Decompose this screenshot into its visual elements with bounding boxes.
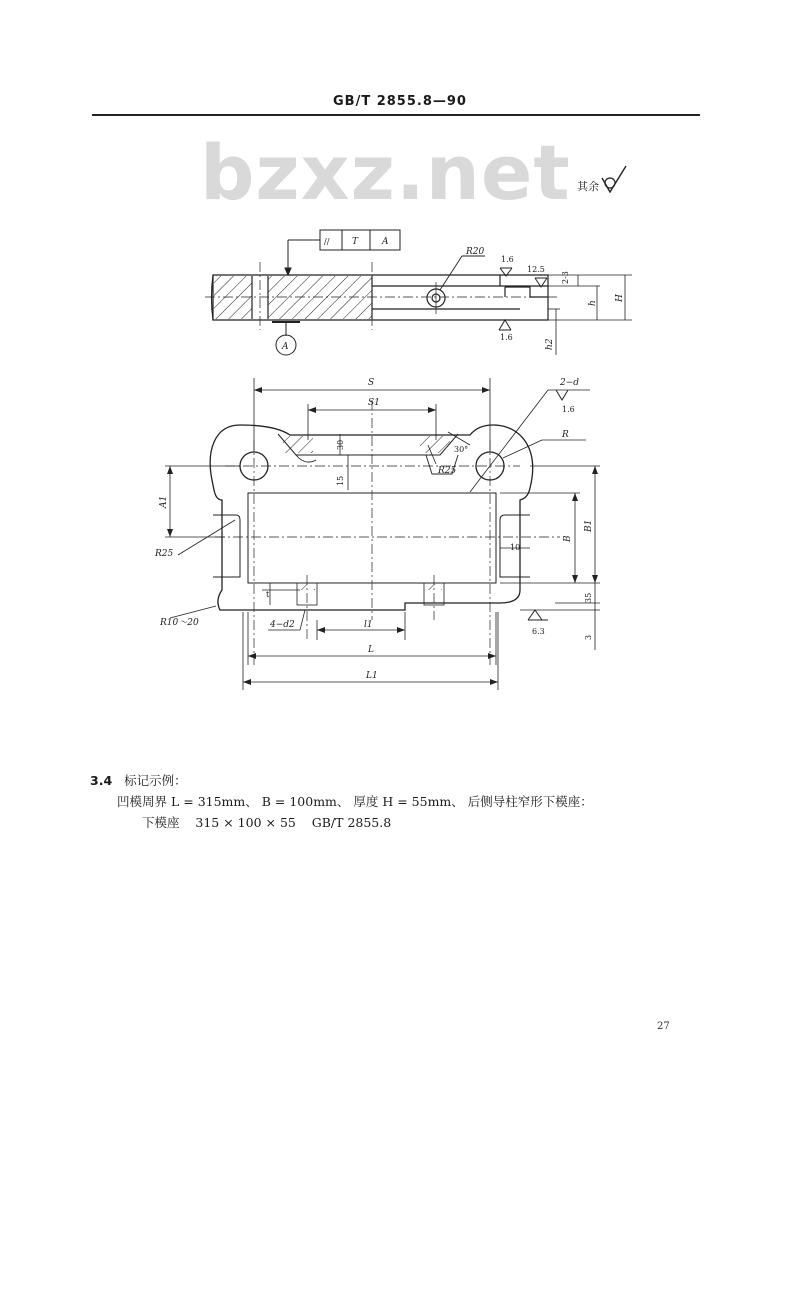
plan-dim-A1: A1	[159, 495, 169, 508]
page-number: 27	[657, 1021, 670, 1032]
plan-dim-B: B	[563, 535, 573, 542]
tolerance-value: T	[352, 237, 359, 247]
marking-example-line2: 下模座 315 × 100 × 55 GB/T 2855.8	[142, 815, 392, 830]
watermark: bzxz.net	[200, 128, 571, 217]
plan-dimension-lines	[165, 378, 600, 690]
radius-r20: R20	[466, 247, 485, 257]
plan-dim-R25-left: R25	[155, 549, 174, 559]
side-dim-h2: h2	[545, 338, 555, 350]
section-title: 标记示例：	[124, 773, 187, 788]
plan-roughness-hole: 1.6	[562, 405, 575, 414]
plan-roughness-bottom-icon	[528, 610, 548, 620]
plan-dim-l1: l1	[364, 620, 373, 630]
plan-dim-10: 10	[510, 543, 521, 552]
plan-dim-15: 15	[336, 475, 345, 486]
side-dim-2-3: 2-3	[561, 271, 570, 284]
side-view-outline	[213, 275, 548, 320]
tolerance-parallel-symbol: //	[324, 237, 330, 246]
side-dim-H: H	[615, 294, 625, 302]
side-view	[205, 262, 560, 330]
side-hatch-left	[214, 276, 252, 319]
plan-roughness-hole-icon	[556, 390, 568, 400]
roughness-note-label: 其余	[577, 180, 599, 193]
dimension-arrows	[167, 387, 598, 685]
side-dimension-lines	[548, 275, 632, 355]
plan-center-lines	[215, 400, 560, 665]
plan-roughness-bottom: 6.3	[532, 627, 545, 636]
side-roughness-bottom: 1.6	[500, 333, 513, 342]
marking-example-line1: 凹模周界 L = 315mm、 B = 100mm、 厚度 H = 55mm、 后侧导柱窄形下模座：	[117, 794, 593, 809]
side-roughness-bottom-icon	[499, 320, 511, 330]
datum-label: A	[282, 342, 289, 352]
plan-dim-R25-top: R25	[438, 466, 457, 476]
plan-dim-30-left: 30	[336, 439, 345, 450]
plan-view	[210, 425, 532, 610]
plan-dim-B1: B1	[584, 519, 594, 532]
section-heading	[90, 771, 187, 789]
plan-dim-L1: L1	[366, 671, 378, 681]
side-roughness-right: 12.5	[527, 265, 545, 274]
plan-dim-3: 3	[584, 634, 593, 640]
plan-dim-R10-20: R10～20	[160, 618, 199, 628]
plan-hole-label: 2−d	[560, 378, 580, 388]
standard-number: GB/T 2855.8—90	[333, 94, 467, 109]
side-roughness-top: 1.6	[501, 255, 514, 264]
plan-dim-S: S	[368, 378, 375, 388]
plan-dim-35: 35	[584, 592, 593, 603]
plan-dim-S1: S1	[368, 398, 380, 408]
section-number: 3.4	[90, 773, 113, 788]
plan-dim-R: R	[562, 430, 569, 440]
tolerance-datum-ref: A	[382, 237, 389, 247]
plan-dim-L: L	[368, 645, 374, 655]
side-dim-h: h	[588, 300, 598, 306]
plan-dim-30-deg: 30°	[454, 445, 469, 454]
side-hatch-main	[268, 276, 372, 319]
plan-dim-t: t	[266, 590, 270, 599]
plan-dim-4-d2: 4−d2	[270, 620, 295, 630]
